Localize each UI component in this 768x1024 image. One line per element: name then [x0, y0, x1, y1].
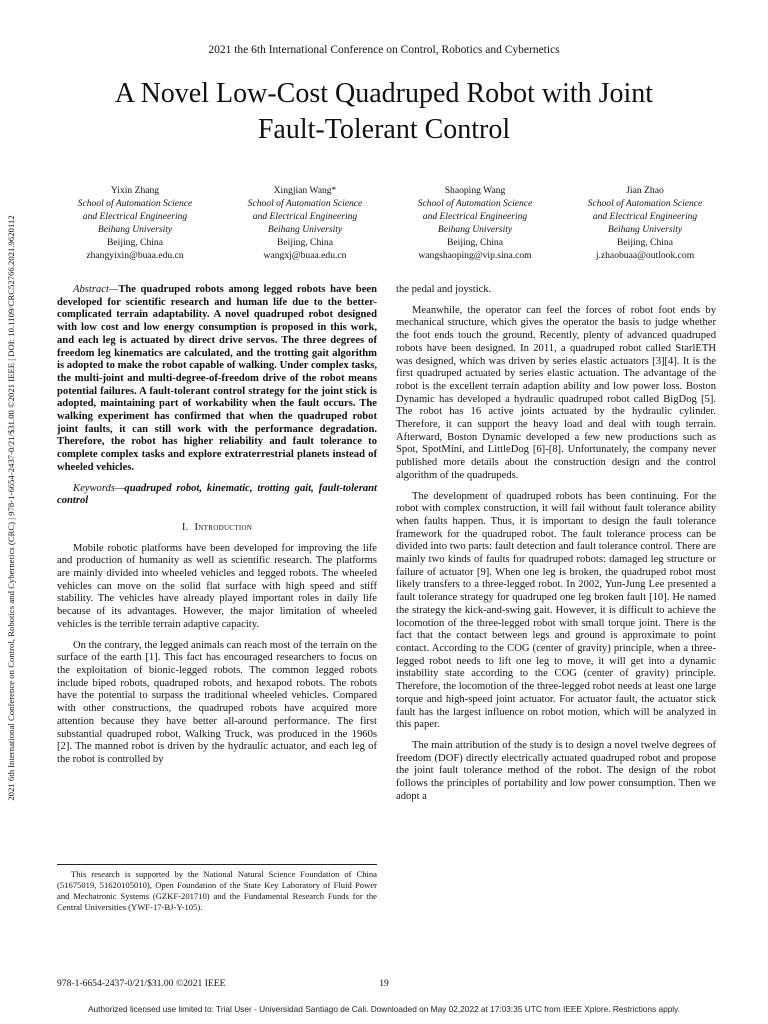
author-affiliation: Beihang University [607, 224, 683, 235]
page-number: 19 [379, 978, 389, 989]
author-affiliation: School of Automation Science [587, 198, 703, 209]
author-2 [220, 184, 390, 262]
section-number: I. [181, 521, 189, 533]
keywords-text: quadruped robot, kinematic, trotting gait, fault-tolerant control [57, 482, 377, 507]
author-block [50, 184, 730, 262]
author-affiliation: School of Automation Science [417, 198, 533, 209]
author-1 [50, 184, 220, 262]
author-affiliation: and Electrical Engineering [422, 211, 528, 222]
keywords [57, 483, 377, 508]
author-affiliation: and Electrical Engineering [82, 211, 188, 222]
body-paragraph: On the contrary, the legged animals can reach most of the terrain on the surface of the earth [1]. This fact has encouraged researchers to focus on the exploitation of bionic-legged robots. The common legged robots include biped robots, quadruped robots, and hexapod robots. The robots have the potential to surpass the traditional wheeled vehicles. Compared with other constructions, the quadruped robots have acquired more attention because they have better all-around performance. The first substantial quadruped robot, Walking Truck, was produced in the 1960s [2]. The manned robot is driven by the hydraulic actuator, and each leg of the robot is controlled by [57, 639, 377, 765]
side-strip [4, 160, 18, 856]
author-email: wangshaoping@vip.sina.com [418, 250, 532, 261]
body-paragraph: Meanwhile, the operator can feel the forces of robot foot ends by mechanical structure, which gives the operator the basis to judge whether the foot ends touch the ground. Recently, plenty of advanced quadruped robots have been designed. In 2011, a quadruped robot called StarlETH was designed, which was driven by series elastic actuators [3][4]. It is the first quadruped actuated by series elastic actuation. The advantage of the robot is the excellent terrain adaption ability and low power loss. Boston Dynamic has developed a hydraulic quadruped robot called BigDog [5]. The robot has 16 active joints actuated by the hydraulic cylinder. Therefore, it can support the heavy load and deal with tough terrain. Afterward, Boston Dynamic developed a few new productions such as Spot, SpotMini, and LittleDog [6]-[8]. Unfortunately, the company never published more details about the construction design and the control algorithm of the quadrupeds. [396, 304, 716, 481]
abstract-text: The quadruped robots among legged robots have been developed for scientific research and human life due to the better-complicated terrain adaptability. A novel quadruped robot designed with low cost and low energy consumption is proposed in this work, and each leg is actuated by direct drive servos. The three degrees of freedom leg kinematics are calculated, and the trotting gait algorithm is adopted to make the robot capable of walking. Under complex tasks, the multi-joint and multi-degree-of-freedom drive of the robot means potential failures. A fault-tolerant control strategy for the joint stick is adopted, maintaining part of workability when the fault occurs. The walking experiment has confirmed that when the quadruped robot joint faults, it can still work with the performance degradation. Therefore, the robot has higher reliability and fault tolerance to complete complex tasks and explore extraterrestrial planets instead of wheeled vehicles. [57, 284, 377, 473]
author-affiliation: School of Automation Science [247, 198, 363, 209]
footnote-text: This research is supported by the National Natural Science Foundation of China (51675019, 51620105010), Open Foundation of the State Key Laboratory of Fluid Power and Mechatronic Systems (GZKF-201710) and the Fundamental Research Funds for the Central Universities (YWF-17-BJ-Y-105). [57, 869, 377, 912]
author-name: Jian Zhao [626, 185, 664, 196]
right-column [396, 284, 716, 811]
body-paragraph: Mobile robotic platforms have been developed for improving the life and production of humanity as well as scientific research. The platforms are mainly divided into wheeled vehicles and legged robots. The wheeled vehicles can move on the solid flat surface with high speed and stiff stability. The vehicles have already played important roles in daily life because of its advantages. However, the major limitation of wheeled vehicles is the terrible terrain adaptive capacity. [57, 542, 377, 630]
author-affiliation: Beihang University [267, 224, 343, 235]
author-name: Shaoping Wang [444, 185, 506, 196]
abstract-lead: Abstract— [73, 284, 119, 295]
author-4 [560, 184, 730, 262]
footnote [57, 864, 377, 913]
author-name: Yixin Zhang [110, 185, 160, 196]
author-city: Beijing, China [447, 237, 503, 248]
conference-header: 2021 the 6th International Conference on Control, Robotics and Cybernetics [208, 44, 560, 56]
side-strip-text: 2021 6th International Conference on Control, Robotics and Cybernetics (CRC) | 978-1-6654-2437-0/21/$31.00 ©2021 IEEE | DOI: 10.1109/CRC52766.2021.9620112 [6, 215, 16, 801]
body-paragraph: The development of quadruped robots has been continuing. For the robot with complex construction, it will fail without fault tolerance ability when faults happen. Thus, it is important to design the fault tolerance framework for the quadruped robot. The fault tolerance process can be divided into two parts: fault detection and fault tolerance control. There are mainly two kinds of faults for quadruped robots: damaged leg structure or failure of actuator [9]. When one leg is broken, the quadruped robot most likely transfers to a three-legged robot. In 2002, Yun-Jung Lee presented a fault tolerance strategy for quadruped one leg broken fault [10]. He named the strategy the kick-and-swing gait. However, it is difficult to achieve the locomotion of the three-legged robot with small torque joint. There is the fact that the contact between legs and ground is approximate to point contact. According to the COG (center of gravity) principle, when a three-legged robot needs to lift one leg to move, it will get into a dynamic instability state according to the COG (center of gravity) principle. Therefore, the locomotion of the three-legged robot needs at least one large torque and high-speed joint actuator. For actuator fault, the actuator stick fault has the largest influence on robot motion, which will be analyzed in this paper. [396, 490, 716, 731]
license-notice: Authorized licensed use limited to: Trial User - Universidad Santiago de Cali. Downloaded on May 02,2022 at 17:03:35 UTC from IEEE Xplore. Restrictions apply. [88, 1004, 680, 1014]
title-line-2: Fault-Tolerant Control [257, 114, 511, 145]
author-city: Beijing, China [277, 237, 333, 248]
section-heading-introduction [57, 522, 377, 535]
author-city: Beijing, China [107, 237, 163, 248]
author-affiliation: Beihang University [97, 224, 173, 235]
body-paragraph: the pedal and joystick. [396, 284, 492, 295]
abstract [57, 284, 377, 475]
author-email: j.zhaobuaa@outlook.com [595, 250, 695, 261]
title-line-1: A Novel Low-Cost Quadruped Robot with Joint [114, 78, 654, 109]
author-affiliation: and Electrical Engineering [592, 211, 698, 222]
author-name: Xingjian Wang* [273, 185, 337, 196]
author-email: wangxj@buaa.edu.cn [263, 250, 347, 261]
author-city: Beijing, China [617, 237, 673, 248]
author-email: zhangyixin@buaa.edu.cn [86, 250, 184, 261]
left-column [57, 284, 377, 775]
keywords-lead: Keywords— [73, 482, 125, 494]
paper-title [40, 76, 728, 148]
author-3 [390, 184, 560, 262]
author-affiliation: School of Automation Science [77, 198, 193, 209]
body-paragraph: The main attribution of the study is to design a novel twelve degrees of freedom (DOF) directly electrically actuated quadruped robot and propose the joint fault tolerance method of the robot. The design of the robot follows the principles of portability and low power consumption. Then we adopt a [396, 739, 716, 802]
section-title: Introduction [194, 521, 253, 533]
author-affiliation: Beihang University [437, 224, 513, 235]
footer-isbn: 978-1-6654-2437-0/21/$31.00 ©2021 IEEE [57, 978, 226, 989]
author-affiliation: and Electrical Engineering [252, 211, 358, 222]
